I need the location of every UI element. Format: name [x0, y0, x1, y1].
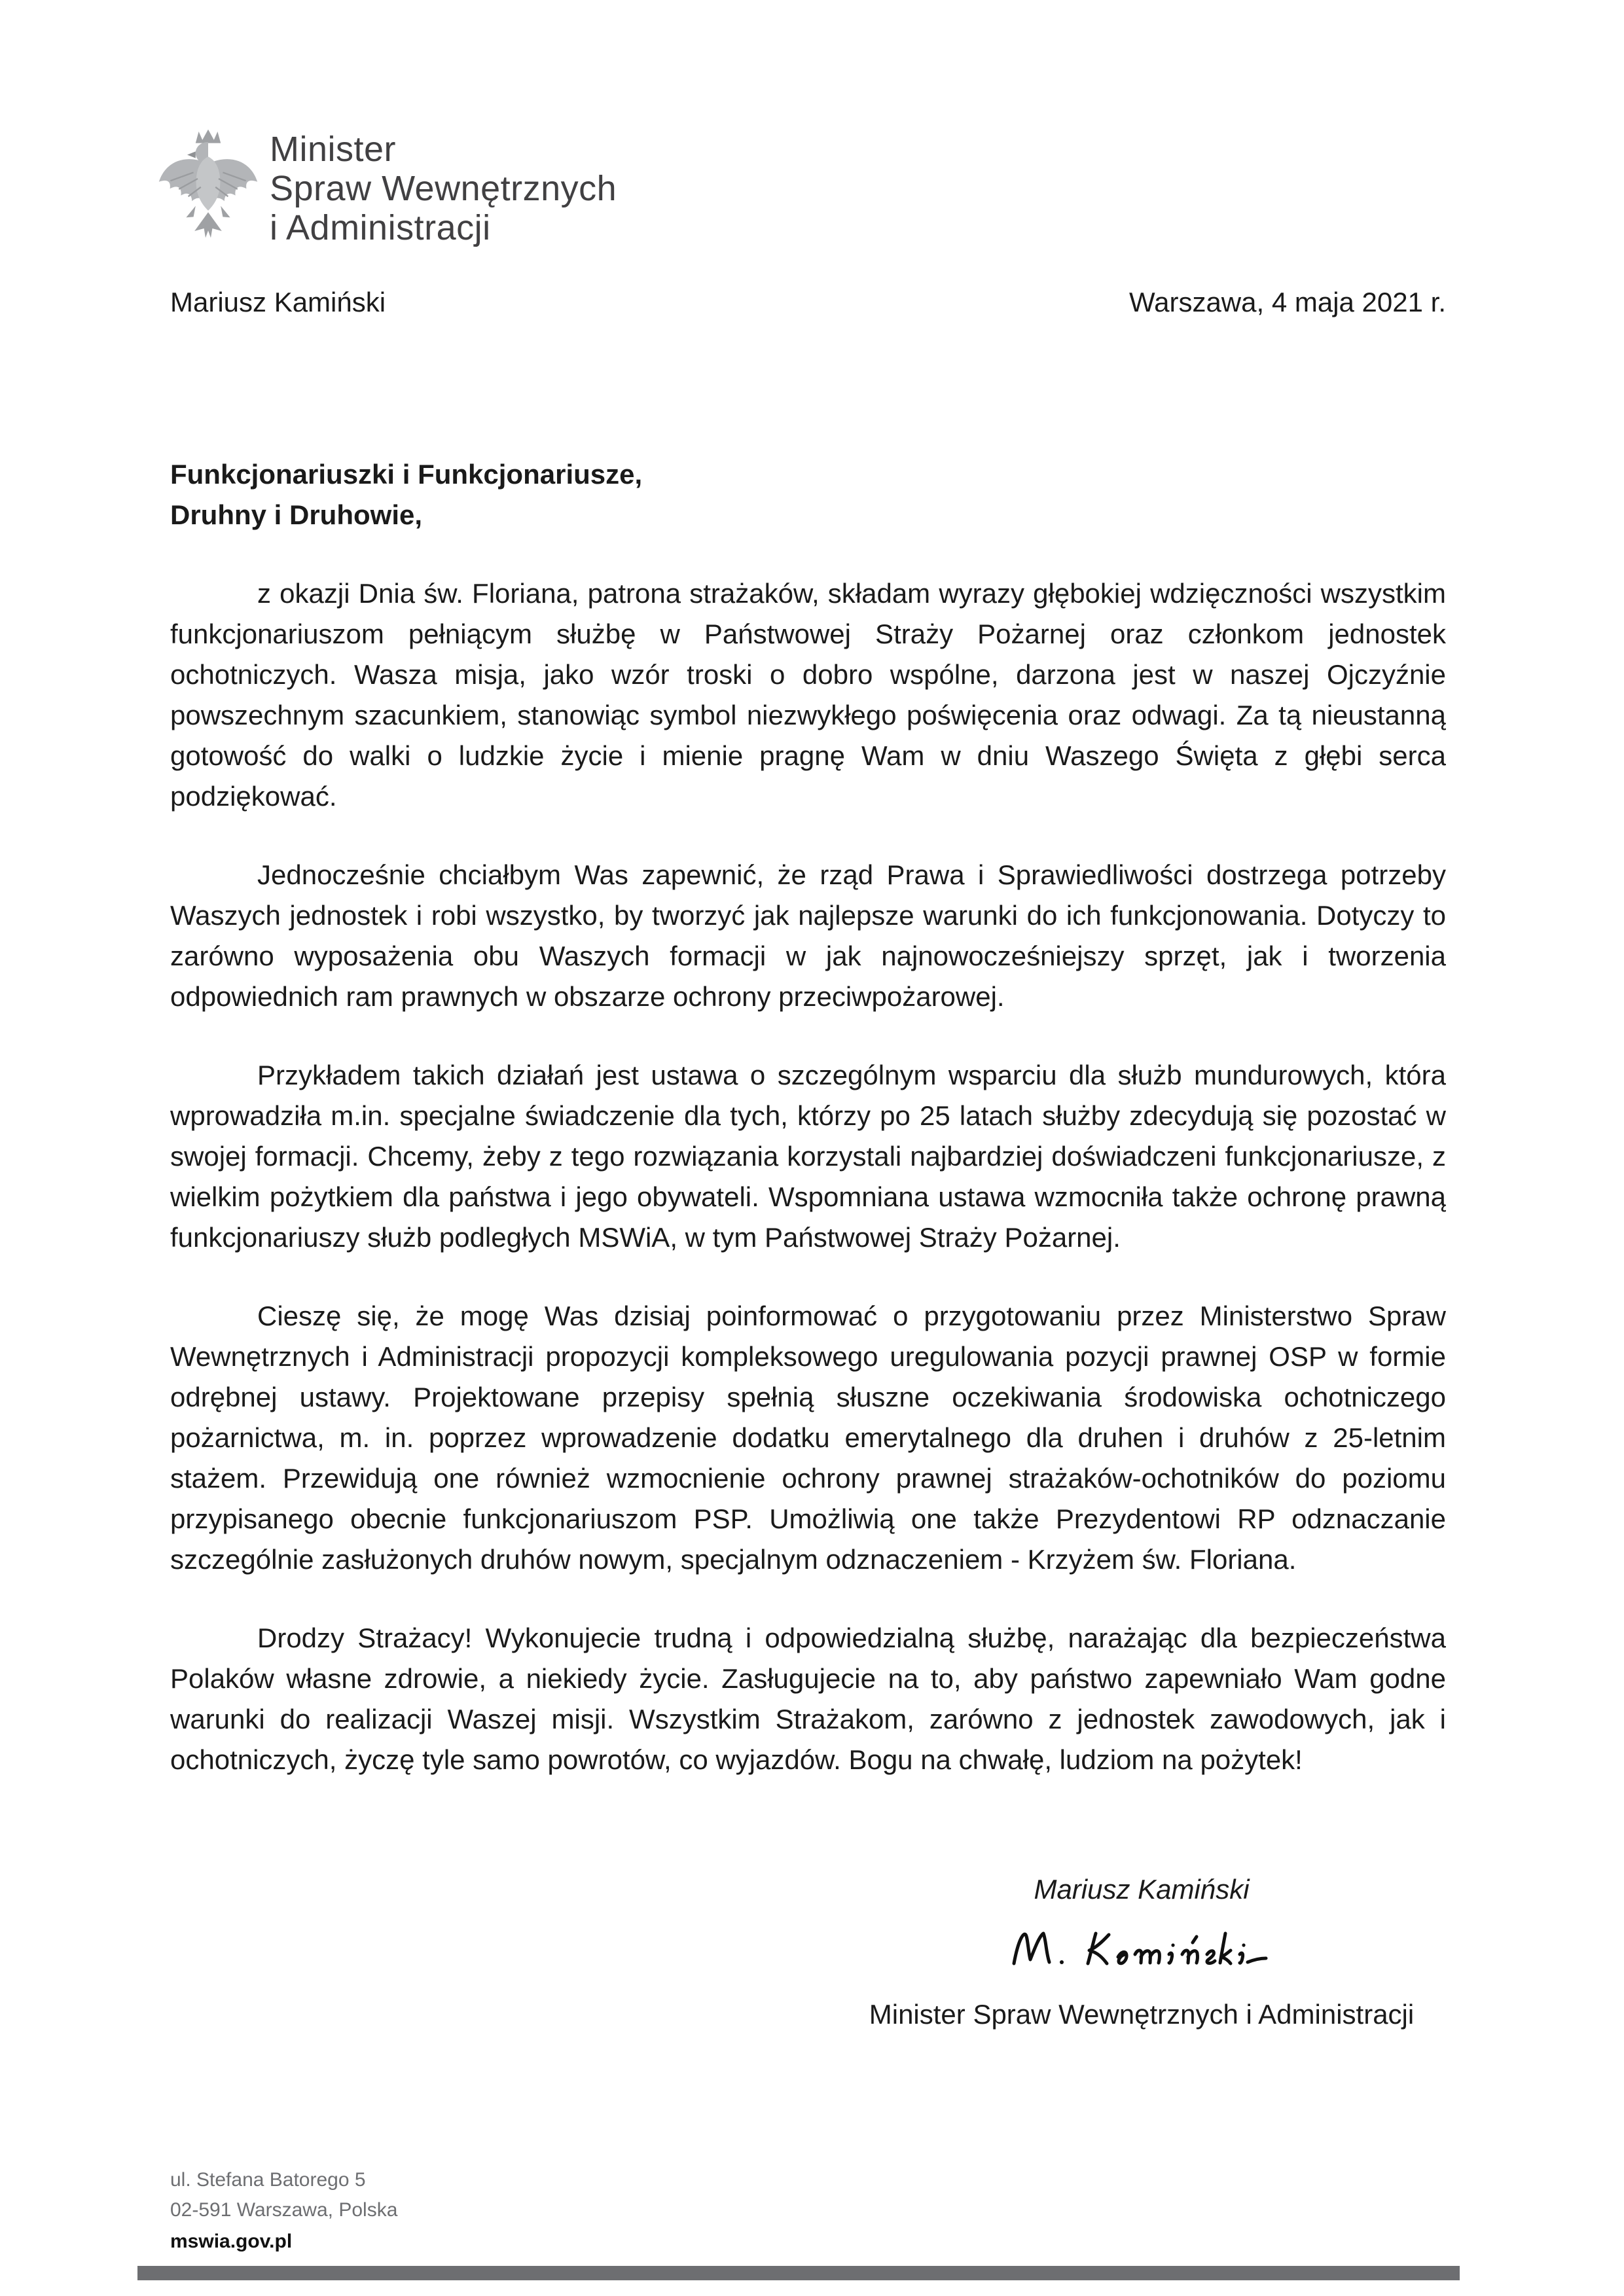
footer-city: 02-591 Warszawa, Polska	[170, 2199, 398, 2221]
sender-name: Mariusz Kamiński	[170, 287, 386, 317]
bottom-divider-bar	[137, 2266, 1460, 2280]
paragraph-1: z okazji Dnia św. Floriana, patrona strażaków, składam wyrazy głębokiej wdzięczności wszystkim funkcjonariuszom pełniącym służbę w Państwowej Straży Pożarnej oraz członkom jednostek ochotniczych. Wasza misja, jako wzór troski o dobro wspólne, darzona jest w naszej Ojczyźnie powszechnym szacunkiem, stanowiąc symbol niezwykłego poświęcenia oraz odwagi. Za tą nieustanną gotowość do walki o ludzkie życie i mienie pragnę Wam w dniu Waszego Święta z głębi serca podziękować.	[170, 578, 1446, 812]
place-and-date: Warszawa, 4 maja 2021 r.	[1129, 287, 1446, 317]
polish-eagle-emblem-icon	[156, 126, 261, 242]
handwritten-signature-icon	[998, 1916, 1286, 1982]
ministry-title-line-3: i Administracji	[270, 208, 491, 247]
ministry-title-line-1: Minister	[270, 130, 397, 169]
signatory-name: Mariusz Kamiński	[1034, 1874, 1250, 1905]
footer-website: mswia.gov.pl	[170, 2231, 293, 2252]
signature-block	[837, 1869, 1446, 2035]
salutation	[170, 454, 1446, 535]
footer-address	[170, 2165, 397, 2257]
handwritten-signature	[837, 1916, 1446, 1985]
header-row	[170, 287, 1446, 318]
footer-street: ul. Stefana Batorego 5	[170, 2169, 366, 2191]
paragraph-2: Jednocześnie chciałbym Was zapewnić, że rząd Prawa i Sprawiedliwości dostrzega potrzeby Waszych jednostek i robi wszystko, by tworzyć jak najlepsze warunki do ich funkcjonowania. Dotyczy to zarówno wyposażenia obu Waszych formacji w jak najnowocześniejszy sprzęt, jak i tworzenia odpowiednich ram prawnych w obszarze ochrony przeciwpożarowej.	[170, 859, 1446, 1012]
paragraph-3: Przykładem takich działań jest ustawa o szczególnym wsparciu dla służb mundurowych, która wprowadziła m.in. specjalne świadczenie dla tych, którzy po 25 latach służby zdecydują się pozostać w swojej formacji. Chcemy, żeby z tego rozwiązania korzystali najbardziej doświadczeni funkcjonariusze, z wielkim pożytkiem dla państwa i jego obywateli. Wspomniana ustawa wzmocniła także ochronę prawną funkcjonariuszy służb podległych MSWiA, w tym Państwowej Straży Pożarnej.	[170, 1060, 1446, 1253]
ministry-title-line-2: Spraw Wewnętrznych	[270, 169, 617, 208]
signatory-title: Minister Spraw Wewnętrznych i Administracji	[869, 1999, 1415, 2030]
salutation-line-2: Druhny i Druhowie,	[170, 499, 423, 530]
ministry-letterhead-title	[270, 130, 617, 247]
salutation-line-1: Funkcjonariuszki i Funkcjonariusze,	[170, 459, 643, 490]
paragraph-4: Cieszę się, że mogę Was dzisiaj poinformować o przygotowaniu przez Ministerstwo Spraw Wewnętrznych i Administracji propozycji kompleksowego uregulowania pozycji prawnej OSP w formie odrębnej ustawy. Projektowane przepisy spełnią słuszne oczekiwania środowiska ochotniczego pożarnictwa, m. in. poprzez wprowadzenie dodatku emerytalnego dla druhen i druhów z 25-letnim stażem. Przewidują one również wzmocnienie ochrony prawnej strażaków-ochotników do poziomu przypisanego obecnie funkcjonariuszom PSP. Umożliwią one także Prezydentowi RP odznaczanie szczególnie zasłużonych druhów nowym, specjalnym odznaczeniem - Krzyżem św. Floriana.	[170, 1300, 1446, 1575]
letter-body	[170, 454, 1446, 1780]
paragraph-5: Drodzy Strażacy! Wykonujecie trudną i odpowiedzialną służbę, narażając dla bezpieczeństwa Polaków własne zdrowie, a niekiedy życie. Zasługujecie na to, aby państwo zapewniało Wam godne warunki do realizacji Waszej misji. Wszystkim Strażakom, zarówno z jednostek zawodowych, jak i ochotniczych, życzę tyle samo powrotów, co wyjazdów. Bogu na chwałę, ludziom na pożytek!	[170, 1623, 1446, 1775]
